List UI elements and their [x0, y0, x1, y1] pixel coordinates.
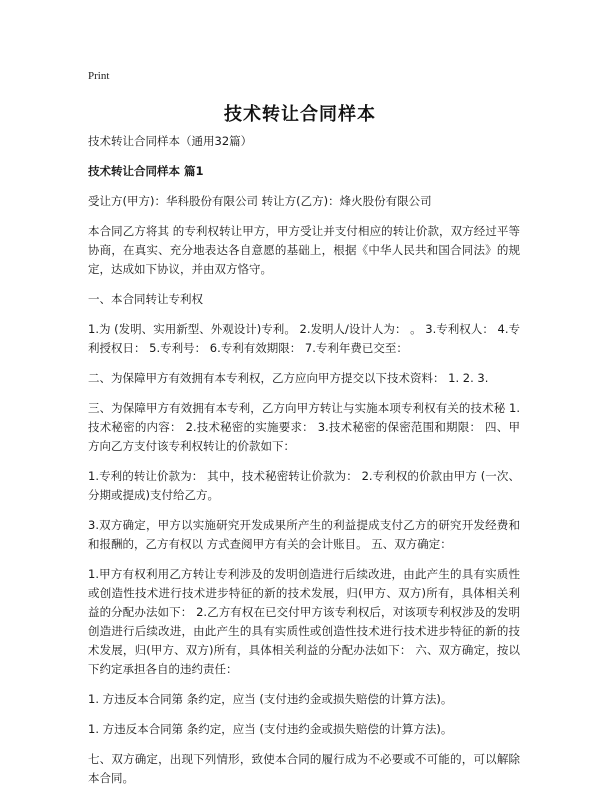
section-heading: 技术转让合同样本 篇1 [88, 164, 204, 178]
paragraph-price: 1.专利的转让价款为： 其中，技术秘密转让价款为： 2.专利权的价款由甲方 (一次、分期或提成)支付给乙方。 [88, 469, 520, 502]
paragraph-clause-2: 二、为保障甲方有效拥有本专利权，乙方应向甲方提交以下技术资料： 1. 2. 3. [88, 371, 489, 385]
page-title: 技术转让合同样本 [224, 104, 376, 125]
paragraph-clause-7: 七、双方确定，出现下列情形，致使本合同的履行成为不必要或不可能的，可以解除本合同。 [88, 752, 520, 785]
print-label: Print [88, 70, 110, 82]
paragraph-intro: 本合同乙方将其 的专利权转让甲方，甲方受让并支付相应的转让价款，双方经过平等协商，在真实、充分地表达各自意愿的基础上，根据《中华人民共和国合同法》的规定，达成如下协议，并由双方恪守。 [88, 224, 520, 276]
paragraph-clause-1: 一、本合同转让专利权 [88, 292, 203, 306]
paragraph-improvements: 1.甲方有权利用乙方转让专利涉及的发明创造进行后续改进，由此产生的具有实质性或创造性技术进行技术进步特征的新的技术发展，归(甲方、双方)所有，具体相关利益的分配办法如下： 2.乙方有权在已交付甲方该专利权后，对该项专利权涉及的发明创造进行后续改进，由此产生的具有实质性或创造性技术进行技术进步特征的新的技术发展，归(甲方、双方)所有，具体相关利益的分配办法如下： 六、双方确定，按以下约定承担各自的违约责任： [88, 567, 520, 676]
subtitle: 技术转让合同样本（通用32篇） [88, 134, 253, 148]
paragraph-breach-1: 1. 方违反本合同第 条约定，应当 (支付违约金或损失赔偿的计算方法)。 [88, 692, 453, 706]
paragraph-parties: 受让方(甲方)：华科股份有限公司 转让方(乙方)：烽火股份有限公司 [88, 194, 432, 208]
paragraph-patent-details: 1.为 (发明、实用新型、外观设计)专利。 2.发明人/设计人为： 。 3.专利权人： 4.专利授权日： 5.专利号： 6.专利有效期限： 7.专利年费已交至： [88, 322, 520, 355]
paragraph-breach-2: 1. 方违反本合同第 条约定，应当 (支付违约金或损失赔偿的计算方法)。 [88, 722, 453, 736]
paragraph-clause-3-4: 三、为保障甲方有效拥有本专利，乙方向甲方转让与实施本项专利权有关的技术秘 1.技术秘密的内容： 2.技术秘密的实施要求： 3.技术秘密的保密范围和期限： 四、甲方向乙方支付该专利权转让的价款如下： [88, 401, 520, 453]
paragraph-clause-5: 3.双方确定，甲方以实施研究开发成果所产生的利益提成支付乙方的研究开发经费和和报酬的，乙方有权以 方式查阅甲方有关的会计账目。 五、双方确定： [88, 518, 520, 551]
document-body [88, 132, 520, 799]
